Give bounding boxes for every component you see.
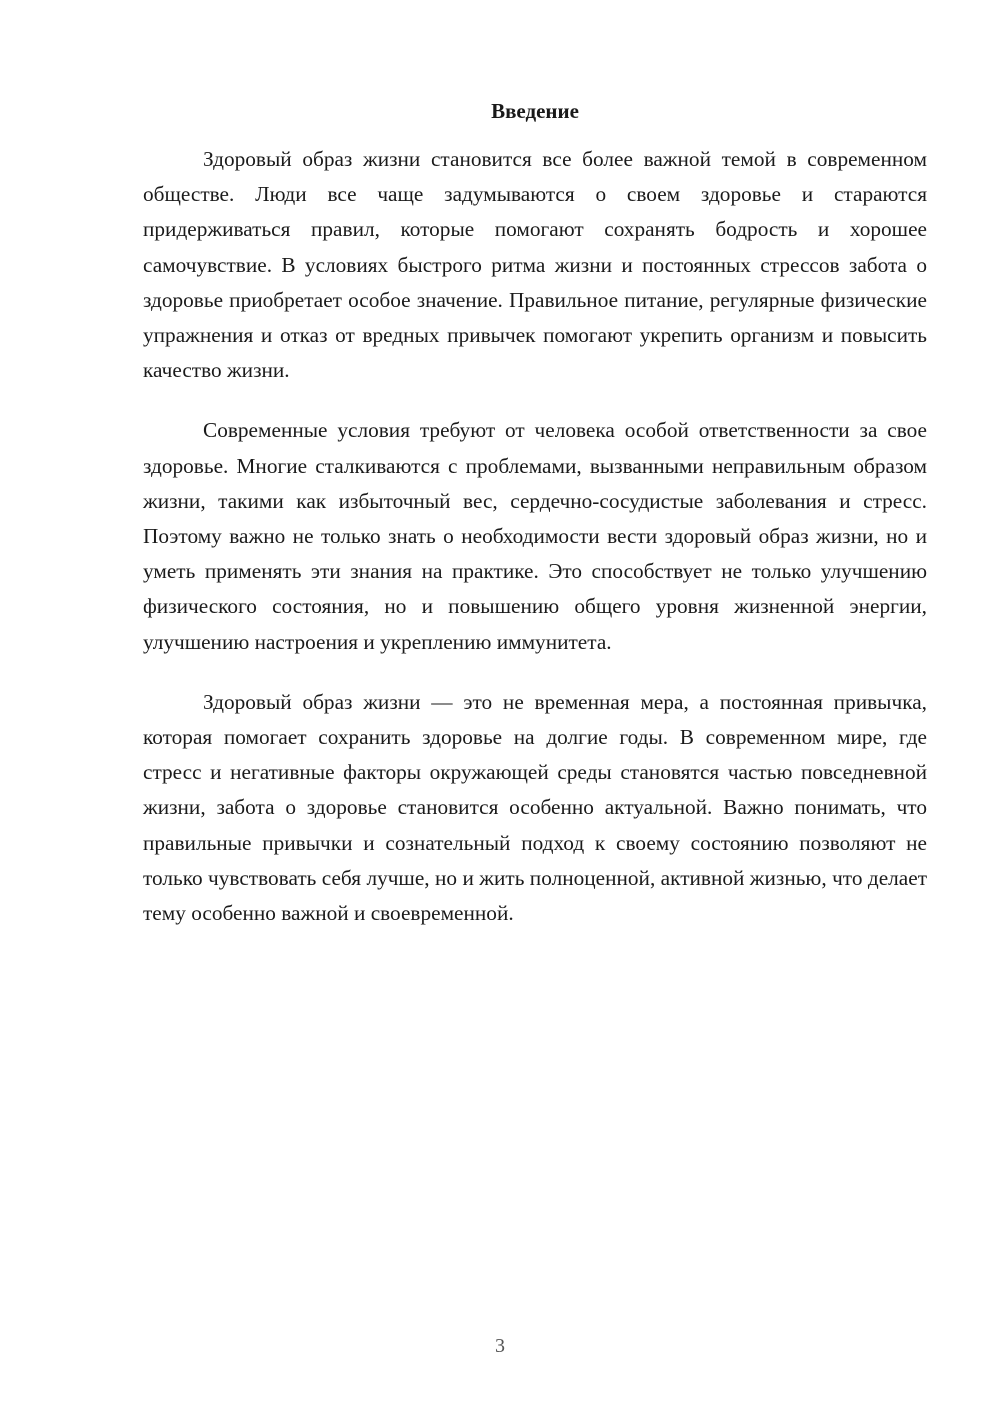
paragraph-1: Здоровый образ жизни становится все более важной темой в современном обществе. Люди все чаще задумываются о своем здоровье и стараются придерживаться правил, которые помогают сохранять бодрость и хорошее самочувствие. В условиях быстрого ритма жизни и постоянных стрессов забота о здоровье приобретает особое значение. Правильное питание, регулярные физические упражнения и отказ от вредных привычек помогают укрепить организм и повысить качество жизни. [143, 147, 927, 383]
paragraph-3: Здоровый образ жизни — это не временная мера, а постоянная привычка, которая помогает сохранить здоровье на долгие годы. В современном мире, где стресс и негативные факторы окружающей среды становятся частью повседневной жизни, забота о здоровье становится особенно актуальной. Важно понимать, что правильные привычки и сознательный подход к своему состоянию позволяют не только чувствовать себя лучше, но и жить полноценной, активной жизнью, что делает тему особенно важной и своевременной. [143, 689, 927, 926]
paragraph-2: Современные условия требуют от человека особой ответственности за свое здоровье. Многие сталкиваются с проблемами, вызванными неправильным образом жизни, такими как избыточный вес, сердечно-сосудистые заболевания и стресс. Поэтому важно не только знать о необходимости вести здоровый образ жизни, но и уметь применять эти знания на практике. Это способствует не только улучшению физического состояния, но и повышению общего уровня жизненной энергии, улучшению настроения и укреплению иммунитета. [143, 418, 927, 654]
body-text [143, 142, 927, 956]
section-title: Введение [491, 99, 579, 123]
page-number: 3 [495, 1335, 505, 1357]
